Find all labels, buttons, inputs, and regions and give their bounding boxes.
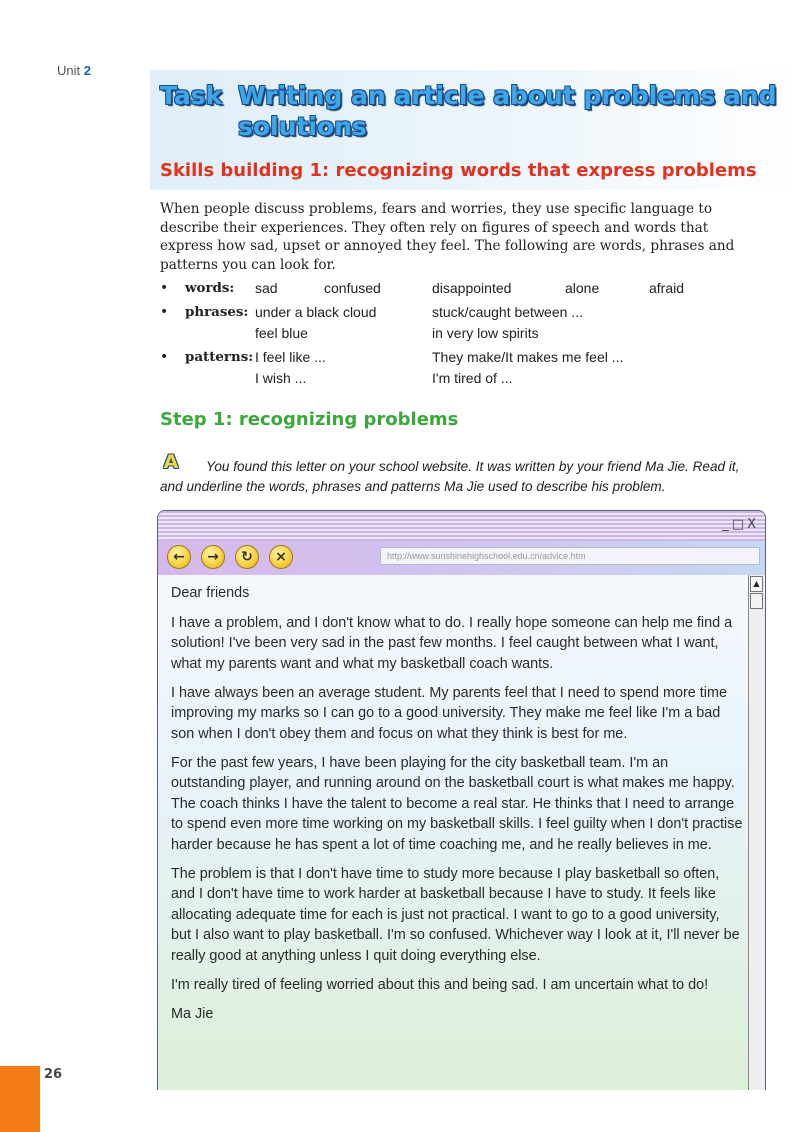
scroll-up-arrow-icon[interactable]: ▲: [750, 576, 763, 592]
language-bullets: [160, 278, 760, 389]
word-item: afraid: [649, 280, 685, 296]
bullet-label: phrases:: [185, 304, 249, 320]
bullet-dot: •: [160, 304, 169, 320]
word-item: alone: [565, 280, 600, 296]
step-heading: Step 1: recognizing problems: [160, 409, 459, 430]
bullet-dot: •: [160, 349, 169, 365]
close-icon[interactable]: X: [747, 517, 759, 532]
bullet-patterns: [160, 347, 760, 368]
minimize-icon[interactable]: _: [722, 517, 732, 532]
letter-paragraph: The problem is that I don't have time to study more because I play basketball so often, and I don't have time to work harder at basketball because I have to study. It feels like allocating adequate time for each is just not practical. I want to go to a good university, but I also want to play basketball. I'm so confused. Whichever way I look at it, I'll never be really good at anything unless I quit doing everything else.: [171, 865, 740, 964]
task-title-line2: solutions: [238, 112, 367, 141]
scroll-thumb[interactable]: [750, 593, 763, 609]
refresh-button[interactable]: [235, 545, 259, 569]
bullet-label: patterns:: [185, 349, 254, 365]
bullet-words: [160, 278, 760, 299]
pattern-item: I feel like ...: [255, 349, 326, 365]
back-button[interactable]: [167, 545, 191, 569]
browser-window: [157, 510, 766, 1090]
phrase-item: in very low spirits: [432, 325, 539, 341]
letter-paragraph: I have a problem, and I don't know what to do. I really hope someone can help me find a solution! I've been very sad in the past few months. I feel caught between what I want, what my parents want and what my basketball coach wants.: [171, 614, 733, 672]
browser-titlebar: [158, 511, 765, 541]
bullet-phrases-cont: [160, 323, 760, 344]
page-corner-bar: [0, 1066, 40, 1132]
bullet-dot: •: [160, 280, 169, 296]
letter-paragraph: I'm really tired of feeling worried about this and being sad. I am uncertain what to do!: [171, 976, 709, 993]
letter-signature: Ma Jie: [171, 1005, 214, 1022]
skills-heading: Skills building 1: recognizing words that express problems: [160, 160, 757, 181]
word-item: confused: [324, 280, 381, 296]
phrase-item: stuck/caught between ...: [432, 304, 583, 320]
task-word: Task: [160, 81, 223, 110]
letter-paragraph: For the past few years, I have been playing for the city basketball team. I'm an outstanding player, and running around on the basketball court is what makes me happy. The coach thinks I have the talent to become a real star. He thinks that I need to arrange to spend even more time working on my basketball skills. I feel guilty when I don't practise harder because he has spent a lot of time coaching me, and he really believes in me.: [171, 754, 743, 853]
address-bar[interactable]: http://www.sunshinehighschool.edu.cn/advice.htm: [380, 547, 760, 565]
bullet-label: words:: [185, 280, 235, 296]
letter-content: [158, 575, 748, 1090]
word-item: sad: [255, 280, 278, 296]
activity-instruction: You found this letter on your school website. It was written by your friend Ma Jie. Read it, and underline the words, phrases and patterns Ma Jie used to describe his problem.: [160, 459, 740, 494]
vertical-scrollbar[interactable]: [748, 575, 764, 1090]
forward-button[interactable]: [201, 545, 225, 569]
bullet-patterns-cont: [160, 368, 760, 389]
refresh-icon: ↻: [241, 549, 253, 565]
pattern-item: I'm tired of ...: [432, 370, 513, 386]
task-title-line1: Writing an article about problems and: [238, 81, 777, 110]
maximize-icon[interactable]: □: [731, 517, 748, 532]
back-arrow-icon: ←: [173, 549, 185, 565]
stop-icon: ×: [275, 549, 287, 565]
task-title: [160, 80, 780, 142]
unit-label: [57, 63, 91, 78]
unit-number: 2: [83, 63, 91, 78]
pattern-item: I wish ...: [255, 370, 307, 386]
letter-salutation: Dear friends: [171, 585, 250, 601]
letter-paragraph: I have always been an average student. My parents feel that I need to spend more time improving my marks so I can go to a good university. They make me feel like I'm a bad son when I don't obey them and focus on what they think is best for me.: [171, 684, 727, 742]
browser-toolbar: [158, 541, 765, 575]
bullet-phrases: [160, 302, 760, 323]
phrase-item: feel blue: [255, 325, 308, 341]
stop-button[interactable]: [269, 545, 293, 569]
unit-prefix: Unit: [57, 63, 81, 78]
page-number: 26: [44, 1067, 63, 1082]
skills-intro: When people discuss problems, fears and worries, they use specific language to describe their experiences. They often rely on figures of speech and words that express how sad, upset or annoyed they feel. The following are words, phrases and patterns you can look for.: [160, 201, 735, 273]
phrase-item: under a black cloud: [255, 304, 377, 320]
activity-a-badge: A: [163, 451, 179, 473]
window-controls: [722, 517, 759, 532]
forward-arrow-icon: →: [207, 549, 219, 565]
word-item: disappointed: [432, 280, 512, 296]
pattern-item: They make/It makes me feel ...: [432, 349, 624, 365]
